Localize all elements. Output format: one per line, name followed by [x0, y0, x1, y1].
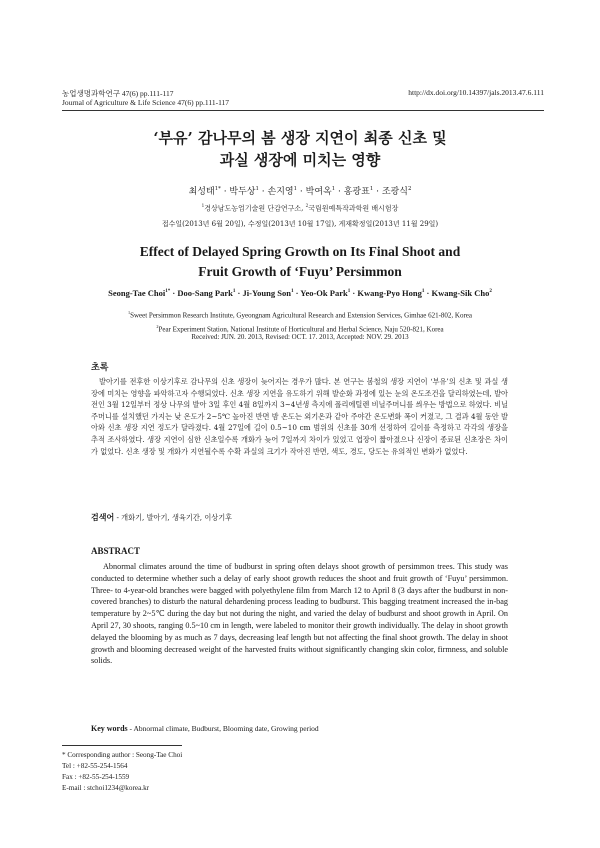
fax: Fax : +82-55-254-1559 — [62, 773, 130, 781]
footnote-rule — [62, 745, 182, 746]
english-affiliation-1: $^1$Sweet Persimmon Research Institute, Gyeongnam Agricultural Research and Extension Services, Gimhae 621-802, Korea — [127, 310, 473, 320]
korean-title-line1: ‘부유’ 감나무의 봄 생장 지연이 최종 신초 및 — [153, 129, 447, 147]
corresponding-author: * Corresponding author : Seong-Tae Choi — [62, 751, 183, 759]
english-title-line1: Effect of Delayed Spring Growth on Its Final Shoot and — [139, 244, 461, 259]
korean-keywords-label: 검색어 — [91, 512, 115, 522]
english-keywords — [91, 724, 319, 733]
english-affiliations — [0, 307, 600, 336]
korean-keywords-list: - 개화기, 발아기, 생육기간, 이상기후 — [114, 513, 233, 522]
english-affiliation-2: $^2$Pear Experiment Station, National Institute of Horticultural and Herbal Science, Naju 520-821, Korea — [156, 324, 444, 334]
korean-abstract-body: 발아기를 전후한 이상기후로 감나무의 신초 생장이 늦어지는 경우가 많다. 본 연구는 봄철의 생장 지연이 ‘부유’의 신초 및 과실 생장에 미치는 영향을 파악하고자 수행되었다. 신초 생장 지연을 유도하기 위해 발순화 과정에 있는 눈의 온도조건을 달리하였는데, 발아 전인 3월 12일부터 정상 나무의 발아 3일 후인 4월 8일까지 3~4년생 측지에 폴리에틸렌 비닐주머니를 씌우는 방법으로 하였다. 비닐주머니를 설치했던 가지는 낮 온도가 2~5℃ 높아진 반면 밤 온도는 외기온과 같아 주야간 온도변화 폭이 커졌고, 그 결과 4월 동안 발아와 신초 생장 지연 정도가 달라졌다. 4월 27일에 길이 0.5~10 cm 범위의 신초를 30개 선정하여 길이를 측정하고 각각의 생장을 추적 조사하였다. 생장 지연이 심한 신초일수록 개화가 늦어 7일까지 차이가 있었고 엽장이 짧아졌으나 신장이 종료된 신초장은 차이가 없었다. 신초 생장 및 개화가 지연될수록 수확 과실의 크기가 작아진 반면, 색도, 경도, 당도는 유의적인 변화가 없었다. — [91, 377, 509, 456]
korean-abstract-heading: 초록 — [91, 363, 109, 373]
journal-header-english: Journal of Agriculture & Life Science 47(6) pp.111-117 — [62, 98, 230, 107]
english-keywords-list: - Abnormal climate, Budburst, Blooming date, Growing period — [127, 724, 319, 733]
korean-keywords — [91, 512, 232, 523]
english-title-line2: Fruit Growth of ‘Fuyu’ Persimmon — [198, 264, 402, 279]
journal-header-korean: 농업생명과학연구 47(6) pp.111-117 — [62, 89, 174, 98]
footnote — [62, 750, 182, 794]
korean-dates: 접수일(2013년 6월 20일), 수정일(2013년 10월 17일), 게재확정일(2013년 11월 29일) — [161, 220, 439, 228]
doi-link[interactable]: http://dx.doi.org/10.14397/jals.2013.47.6.111 — [408, 88, 544, 97]
korean-affiliation: $^1$경상남도농업기술원 단감연구소, $^2$국립원예특작과학원 배시험장 — [201, 203, 399, 213]
english-authors: Seong-Tae Choi$^{1*}$ · Doo-Sang Park$^1$ · Ji-Young Son$^1$ · Yeo-Ok Park$^1$ · Kwang-Pyo Hong$^1$ · Kwang-Sik Cho$^2$ — [108, 288, 492, 298]
english-dates: Received: JUN. 20. 2013, Revised: OCT. 17. 2013, Accepted: NOV. 29. 2013 — [191, 333, 409, 341]
english-abstract-heading: ABSTRACT — [91, 546, 141, 556]
english-title — [0, 242, 600, 282]
english-keywords-label: Key words — [91, 724, 128, 733]
korean-authors: 최성태$^{1*}$ · 박두상$^1$ · 손지영$^1$ · 박여옥$^1$ · 홍광표$^1$ · 조광식$^2$ — [188, 186, 412, 197]
header-rule — [62, 110, 544, 111]
korean-title-line2: 과실 생장에 미치는 영향 — [219, 151, 381, 169]
telephone: Tel : +82-55-254-1564 — [62, 762, 128, 770]
english-abstract-body: Abnormal climates around the time of budburst in spring often delays shoot growth of persimmon trees. This study was conducted to determine whether such a delay of early shoot growth reduces the shoot and fruit growth of ‘Fuyu’ persimmon. Three- to 4-year-old branches were bagged with polyethylene film from March 12 to April 8 (3 days after the budburst in non-covered branches) to disturb the natural dehardening process leading to budburst. This bagging treatment increased the in-bag temperature by 2~5℃ during the day but not during the night, and varied the delay of budburst and shoot growth in April. On April 27, 30 shoots, ranging 0.5~10 cm in length, were labeled to monitor their growth individually. The delay in shoot growth delayed the blooming by as much as 7 days, decreasing leaf length but not affecting the final shoot growth. The delay in shoot growth and blooming decreased weight of the harvested fruits without significantly changing skin color, firmness, and soluble solids. — [91, 562, 508, 666]
email[interactable]: E-mail : stchoi1234@korea.kr — [62, 784, 150, 792]
